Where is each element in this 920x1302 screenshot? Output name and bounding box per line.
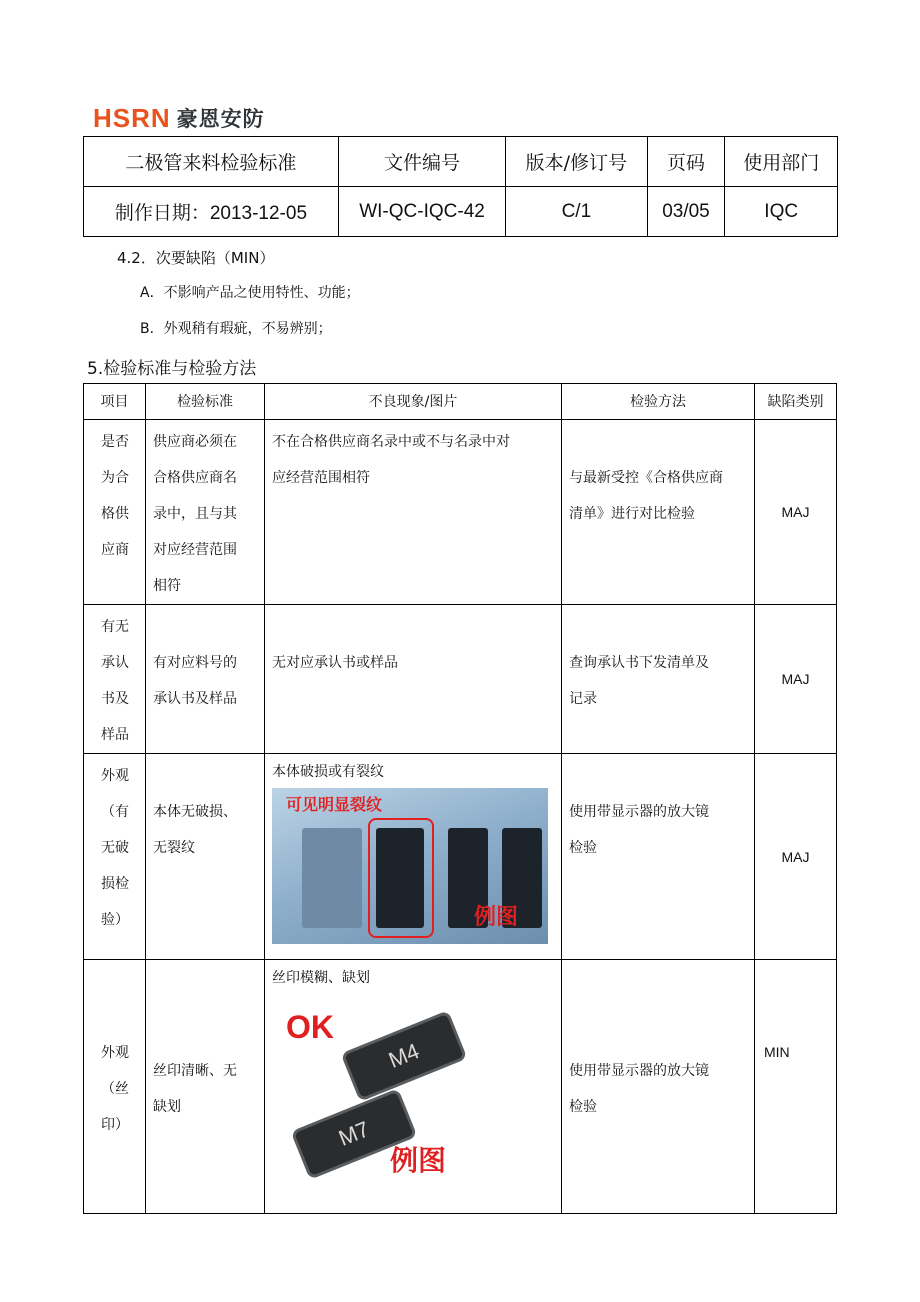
table-row [84,605,837,754]
version: C/1 [506,187,647,237]
column-header: 项目 [84,384,146,420]
method-cell: 使用带显示器的放大镜 检验 [562,960,755,1214]
example-label: 例图 [473,905,518,930]
doc-number-label: 文件编号 [338,137,505,187]
standard-cell: 本体无破损、 无裂纹 [146,754,265,960]
version-label: 版本/修订号 [506,137,647,187]
diode-m4: M4 [340,1010,467,1102]
defect-cell: 丝印模糊、缺划 OK M4 M7 例图 [265,960,562,1214]
crack-highlight-box [368,818,434,938]
standard-cell: 丝印清晰、无 缺划 [146,960,265,1214]
crack-example-photo [272,788,548,944]
defect-type-cell: MAJ [755,420,837,605]
section-title: 5.检验标准与检验方法 [87,359,257,379]
doc-number: WI-QC-IQC-42 [338,187,505,237]
diode-m7: M7 [290,1088,417,1180]
creation-date: 制作日期：2013-12-05 [84,187,339,237]
column-header: 缺陷类别 [755,384,837,420]
page-label: 页码 [647,137,725,187]
defect-type-cell: MIN [755,960,837,1214]
table-row [84,420,837,605]
table-row [84,960,837,1214]
column-header: 检验方法 [562,384,755,420]
document-header-table [83,136,838,237]
defect-cell: 本体破损或有裂纹 可见明显裂纹 例图 [265,754,562,960]
ok-label: OK [286,1009,334,1045]
minor-defect-item-a: A．不影响产品之使用特性、功能； [140,285,360,301]
table-header-row [84,384,837,420]
inspection-table [83,383,837,1214]
item-cell: 有无 承认 书及 样品 [84,605,146,754]
method-cell: 查询承认书下发清单及 记录 [562,605,755,754]
item-cell: 外观 （丝 印） [84,960,146,1214]
method-cell: 使用带显示器的放大镜 检验 [562,754,755,960]
standard-cell: 有对应料号的 承认书及样品 [146,605,265,754]
marking-example-photo [272,996,472,1192]
defect-cell: 无对应承认书或样品 [265,605,562,754]
item-cell: 是否 为合 格供 应商 [84,420,146,605]
minor-defect-item-b: B．外观稍有瑕疵，不易辨别； [140,321,332,337]
example-label: 例图 [390,1144,447,1177]
method-cell: 与最新受控《合格供应商 清单》进行对比检验 [562,420,755,605]
column-header: 不良现象/图片 [265,384,562,420]
minor-defect-heading: 4.2．次要缺陷（MIN） [117,249,275,267]
department-label: 使用部门 [725,137,838,187]
doc-title: 二极管来料检验标准 [84,137,339,187]
column-header: 检验标准 [146,384,265,420]
defect-cell: 不在合格供应商名录中或不与名录中对 应经营范围相符 [265,420,562,605]
company-name: 豪恩安防 [176,107,265,131]
table-row [84,754,837,960]
photo-caption: 可见明显裂纹 [286,795,383,814]
defect-type-cell: MAJ [755,605,837,754]
item-cell: 外观 （有 无破 损检 验） [84,754,146,960]
logo-mark: HSRN [93,102,171,133]
department: IQC [725,187,838,237]
defect-type-cell: MAJ [755,754,837,960]
company-logo [93,104,265,132]
standard-cell: 供应商必须在 合格供应商名 录中，且与其 对应经营范围 相符 [146,420,265,605]
page-number: 03/05 [647,187,725,237]
